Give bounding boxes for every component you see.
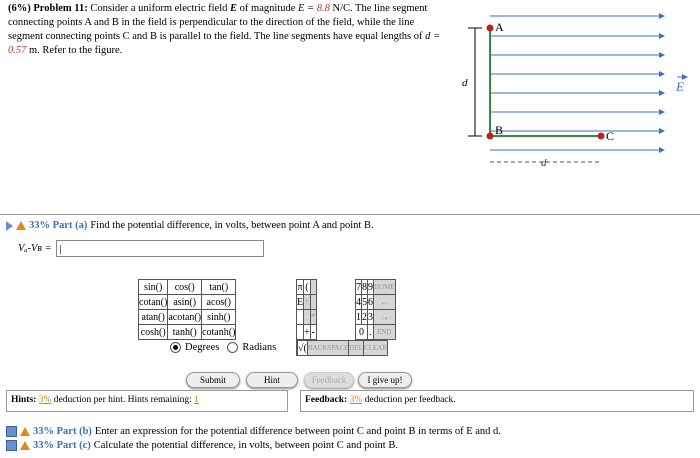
function-keys <box>138 279 236 340</box>
key-sqrt[interactable]: √( <box>298 342 307 354</box>
key-tan[interactable]: tan() <box>202 280 236 295</box>
key-dot[interactable]: . <box>369 326 372 338</box>
warning-icon <box>20 427 30 436</box>
label-c: C <box>606 129 615 143</box>
bottom-keys <box>296 340 388 356</box>
key-close-paren[interactable] <box>310 280 316 295</box>
field-lines <box>490 16 664 150</box>
constant-keys <box>296 279 317 340</box>
point-c <box>598 133 605 140</box>
key-pi[interactable]: π <box>297 281 303 293</box>
d-horizontal-label: d <box>541 157 547 169</box>
field-figure <box>456 4 700 184</box>
key-atan[interactable]: atan() <box>139 310 168 325</box>
key-blank-3[interactable] <box>304 310 311 325</box>
hints-box: Hints: 3% deduction per hint. Hints remaining: 1 <box>6 390 288 412</box>
expand-icon[interactable] <box>6 426 17 437</box>
warning-icon <box>20 441 30 450</box>
key-3[interactable]: 3 <box>368 311 373 323</box>
angle-mode: Degrees Radians <box>170 342 276 353</box>
key-e[interactable]: E <box>297 296 304 308</box>
expand-icon[interactable] <box>6 440 17 451</box>
key-6[interactable]: 6 <box>368 296 373 308</box>
key-tanh[interactable]: tanh() <box>168 325 202 340</box>
point-b <box>487 133 494 140</box>
key-5[interactable]: 5 <box>362 296 367 308</box>
key-1[interactable]: 1 <box>356 311 361 323</box>
number-keys <box>355 279 396 340</box>
feedback-box: Feedback: 3% deduction per feedback. <box>300 390 694 412</box>
feedback-button[interactable]: Feedback <box>304 372 354 388</box>
d-value: 0.57 <box>8 45 27 56</box>
e-value: 8.8 <box>316 3 330 14</box>
hint-button[interactable]: Hint <box>246 372 298 388</box>
hints-remaining: 1 <box>194 395 199 405</box>
key-up[interactable]: ↑ <box>304 296 310 308</box>
degrees-radio[interactable] <box>170 342 181 353</box>
key-plus[interactable]: + <box>304 326 310 338</box>
give-up-button[interactable]: I give up! <box>358 372 412 388</box>
key-blank-1[interactable] <box>310 295 316 310</box>
label-a: A <box>495 20 504 34</box>
key-9[interactable]: 9 <box>368 281 373 293</box>
key-minus[interactable]: - <box>311 326 315 338</box>
key-acos[interactable]: acos() <box>202 295 236 310</box>
radians-radio[interactable] <box>227 342 238 353</box>
key-cotan[interactable]: cotan() <box>139 296 168 308</box>
e-vector-label: E <box>676 79 684 94</box>
play-icon[interactable] <box>6 221 13 231</box>
answer-row <box>18 240 264 257</box>
submit-button[interactable]: Submit <box>186 372 240 388</box>
part-b-header[interactable]: 33% Part (b) Enter an expression for the potential difference between point C and point B in terms of E and d. <box>6 426 501 437</box>
key-asin[interactable]: asin() <box>168 295 202 310</box>
label-b: B <box>495 123 504 137</box>
key-8[interactable]: 8 <box>362 281 367 293</box>
key-clear[interactable]: CLEAR <box>364 341 388 356</box>
key-cosh[interactable]: cosh() <box>139 325 168 340</box>
key-blank-2[interactable] <box>297 310 304 325</box>
key-acotan[interactable]: acotan() <box>168 311 202 323</box>
key-backspace[interactable]: BACKSPACE <box>307 341 349 356</box>
key-cos[interactable]: cos() <box>168 280 202 295</box>
key-right-arrow[interactable]: → <box>374 310 396 325</box>
key-7[interactable]: 7 <box>356 281 361 293</box>
d-vertical-label: d <box>462 77 468 89</box>
key-del[interactable]: DEL <box>349 341 364 356</box>
answer-input[interactable] <box>56 240 264 257</box>
point-a <box>487 25 494 32</box>
key-left-arrow[interactable]: ← <box>374 295 396 310</box>
key-4[interactable]: 4 <box>356 296 361 308</box>
key-home[interactable]: HOME <box>374 280 396 295</box>
part-c-header[interactable]: 33% Part (c) Calculate the potential difference, in volts, between point C and point B. <box>6 440 398 451</box>
divider <box>0 214 700 215</box>
problem-statement: (6%) Problem 11: Consider a uniform electric field E of magnitude E = 8.8 N/C. The line segment connecting points A and B in the field is perpendicular to the direction of the field, while the line segment connecting points C and B is parallel to the field. The line segments have equal lengths of d = 0.57 m. Refer to the figure. <box>8 3 441 56</box>
key-blank-4[interactable] <box>297 325 304 340</box>
key-2[interactable]: 2 <box>362 311 367 323</box>
warning-icon <box>16 221 26 230</box>
answer-variable-label: Vₐ-Vʙ = <box>18 243 52 254</box>
part-a-header: 33% Part (a) Find the potential difference, in volts, between point A and point B. <box>6 220 374 231</box>
key-cotanh[interactable]: cotanh() <box>202 326 236 338</box>
key-open-paren[interactable]: ( <box>305 281 309 293</box>
key-sinh[interactable]: sinh() <box>202 310 236 325</box>
key-0[interactable]: 0 <box>356 325 368 340</box>
key-end[interactable]: END <box>374 325 396 340</box>
key-multiply[interactable]: * <box>310 311 316 323</box>
key-sin[interactable]: sin() <box>139 280 168 295</box>
